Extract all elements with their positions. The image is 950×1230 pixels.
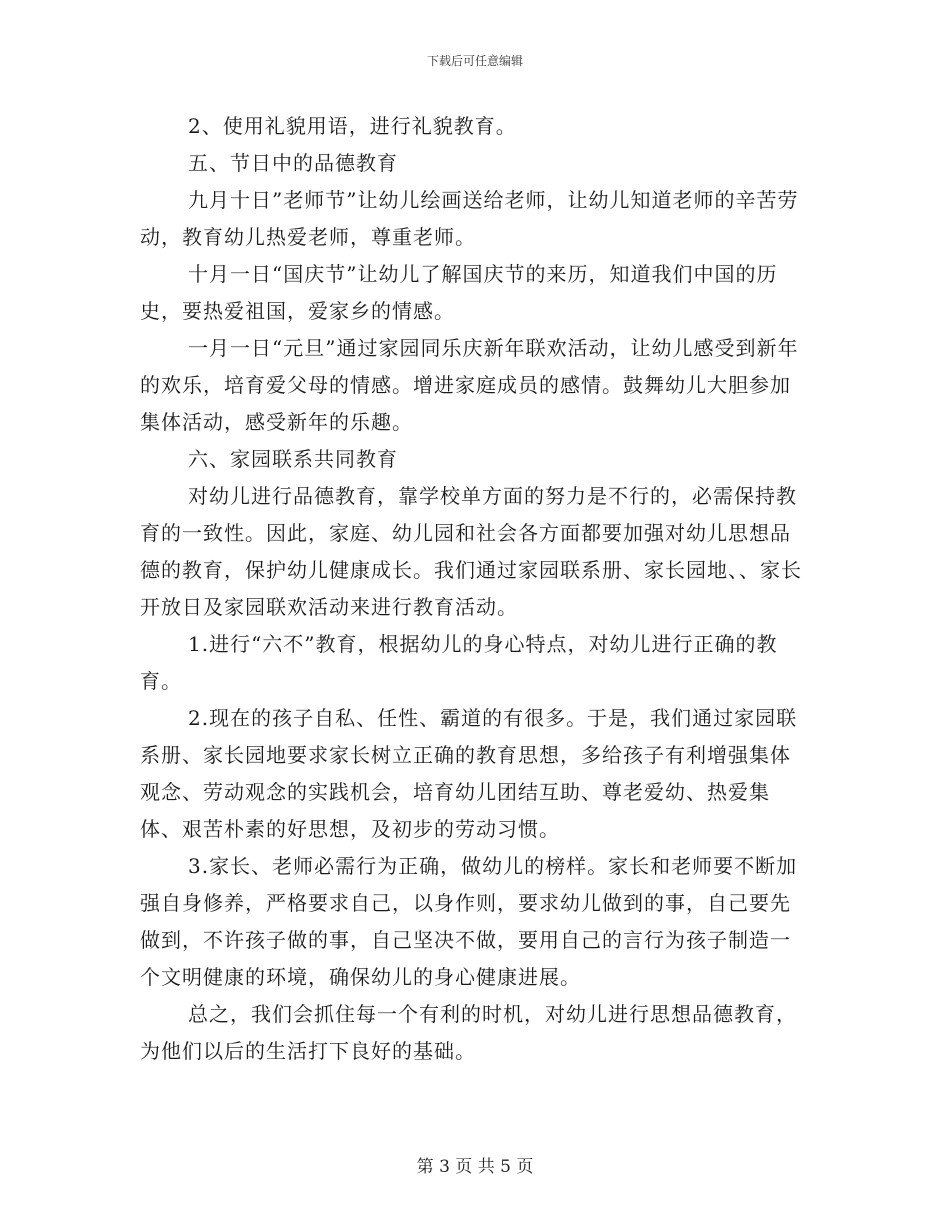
list-item-3: 3.家长、老师必需行为正确，做幼儿的榜样。家长和老师要不断加强自身修养，严格要求自己，以身作则，要求幼儿做到的事，自己要先做到，不许孩子做的事，自己坚决不做，要用自己的言行为孩子制造一个文明健康的环境，确保幼儿的身心健康进展。: [140, 854, 798, 989]
list-item-2: 2.现在的孩子自私、任性、霸道的有很多。于是，我们通过家园联系册、家长园地要求家长树立正确的教育思想，多给孩子有利增强集体观念、劳动观念的实践机会，培育幼儿团结互助、尊老爱幼、热爱集体、艰苦朴素的好思想，及初步的劳动习惯。: [140, 706, 798, 841]
paragraph-new-year: 一月一日“元旦”通过家园同乐庆新年联欢活动，让幼儿感受到新年的欢乐，培育爱父母的情感。增进家庭成员的感情。鼓舞幼儿大胆参加集体活动，感受新年的乐趣。: [140, 336, 799, 434]
paragraph-courtesy-language: 2、使用礼貌用语，进行礼貌教育。: [188, 114, 517, 138]
page-header: 下载后可任意编辑: [426, 54, 523, 68]
paragraph-home-school-intro: 对幼儿进行品德教育，靠学校单方面的努力是不行的，必需保持教育的一致性。因此，家庭、幼儿园和社会各方面都要加强对幼儿思想品德的教育，保护幼儿健康成长。我们通过家园联系册、家长园地、、家长开放日及家园联欢活动来进行教育活动。: [140, 484, 802, 619]
paragraph-national-day: 十月一日“国庆节”让幼儿了解国庆节的来历，知道我们中国的历史，要热爱祖国，爱家乡的情感。: [140, 262, 778, 323]
section-heading-holiday-education: 五、节日中的品德教育: [188, 151, 398, 175]
list-item-1: 1.进行“六不”教育，根据幼儿的身心特点，对幼儿进行正确的教育。: [140, 632, 778, 693]
page-number: 第 3 页 共 5 页: [416, 1157, 534, 1177]
document-body: [140, 108, 810, 1070]
paragraph-conclusion: 总之，我们会抓住每一个有利的时机，对幼儿进行思想品德教育，为他们以后的生活打下良好的基础。: [140, 1002, 797, 1063]
paragraph-teachers-day: 九月十日”老师节”让幼儿绘画送给老师，让幼儿知道老师的辛苦劳动，教育幼儿热爱老师，尊重老师。: [140, 188, 799, 249]
section-heading-home-school: 六、家园联系共同教育: [188, 447, 398, 471]
